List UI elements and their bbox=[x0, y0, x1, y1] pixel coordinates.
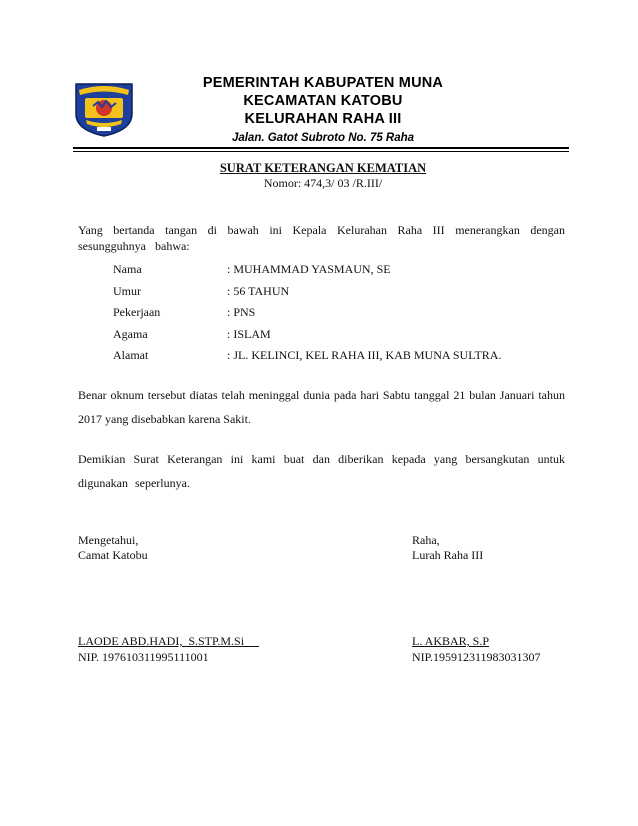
detail-row-name bbox=[113, 261, 501, 283]
letterhead-divider-thin bbox=[73, 151, 569, 152]
signatory-nip-lurah: NIP.195912311983031307 bbox=[412, 650, 541, 664]
deceased-details bbox=[113, 261, 501, 369]
document-number: Nomor: 474,3/ 03 /R.III/ bbox=[263, 176, 383, 190]
letterhead-address: Jalan. Gatot Subroto No. 75 Raha bbox=[231, 132, 415, 144]
document-title: SURAT KETERANGAN KEMATIAN bbox=[219, 161, 427, 175]
detail-row-religion bbox=[113, 326, 501, 348]
signatory-name-lurah: L. AKBAR, S.P bbox=[412, 634, 490, 648]
statement-paragraph: Benar oknum tersebut diatas telah meninggal dunia pada hari Sabtu tanggal 21 bulan Januari tahun 2017 yang disebabkan karena Sakit. bbox=[78, 388, 565, 426]
kabupaten-muna-emblem-icon bbox=[73, 80, 135, 138]
signatory-name-camat: LAODE ABD.HADI, S.STP.M.Si bbox=[78, 634, 260, 648]
signature-left-title: Camat Katobu bbox=[78, 548, 148, 562]
signature-block-camat bbox=[78, 533, 148, 563]
letterhead bbox=[150, 74, 496, 146]
detail-row-address bbox=[113, 347, 501, 369]
detail-row-age bbox=[113, 283, 501, 305]
letterhead-district: KECAMATAN KATOBU bbox=[243, 93, 403, 109]
detail-value: : 56 TAHUN bbox=[227, 283, 290, 298]
intro-paragraph: Yang bertanda tangan di bawah ini Kepala Kelurahan Raha III menerangkan dengan sesungguhnya bahwa: bbox=[78, 223, 565, 253]
closing-paragraph: Demikian Surat Keterangan ini kami buat dan diberikan kepada yang bersangkutan untuk digunakan seperlunya. bbox=[78, 452, 565, 490]
detail-row-occupation bbox=[113, 304, 501, 326]
detail-value: : MUHAMMAD YASMAUN, SE bbox=[227, 262, 391, 276]
detail-value: : JL. KELINCI, KEL RAHA III, KAB MUNA SULTRA. bbox=[227, 348, 502, 362]
detail-label: Nama bbox=[113, 262, 142, 276]
signature-block-lurah bbox=[412, 533, 483, 563]
letterhead-divider-thick bbox=[73, 147, 569, 149]
detail-label: Alamat bbox=[113, 348, 149, 362]
signature-left-line1: Mengetahui, bbox=[78, 533, 139, 547]
detail-label: Umur bbox=[113, 283, 141, 298]
detail-label: Pekerjaan bbox=[113, 305, 161, 319]
letterhead-government: PEMERINTAH KABUPATEN MUNA bbox=[202, 75, 444, 91]
signatory-nip-camat: NIP. 197610311995111001 bbox=[78, 650, 209, 664]
signature-right-title: Lurah Raha III bbox=[412, 548, 484, 562]
letterhead-village: KELURAHAN RAHA III bbox=[244, 111, 402, 127]
signature-right-line1: Raha, bbox=[412, 533, 440, 547]
detail-value: : ISLAM bbox=[227, 326, 271, 341]
detail-label: Agama bbox=[113, 326, 148, 341]
detail-value: : PNS bbox=[227, 305, 256, 319]
